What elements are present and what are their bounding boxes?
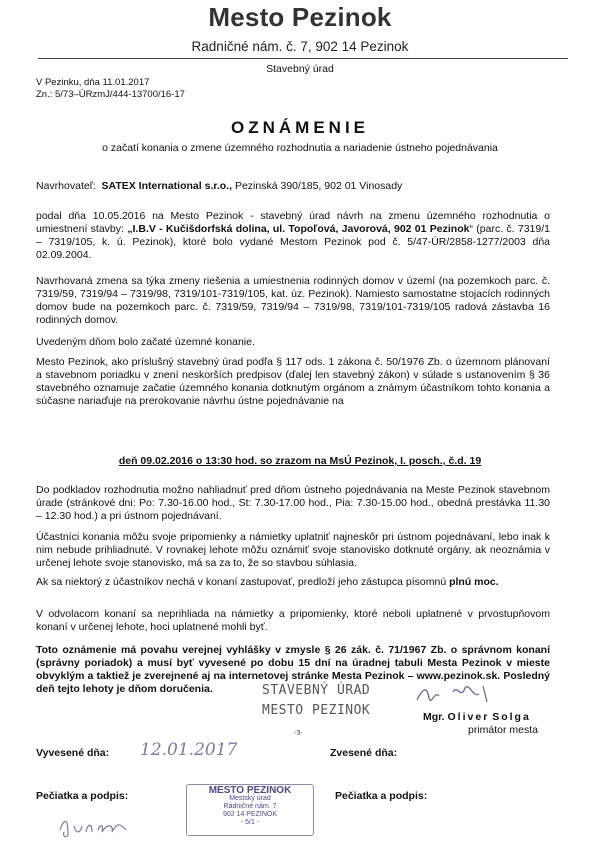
paragraph-public-notice: Toto oznámenie má povahu verejnej vyhlášky v zmysle § 26 zák. č. 71/1967 Zb. o správnom konaní (správny poriadok) a musí byť vyvesené po dobu 15 dní na úradnej tabuli Mesta Pezinok v mieste obvyklým a taktiež je zverejnené aj na internetovej stránke Mesta Pezinok – www.pezinok.sk. Posledný deň tejto lehoty je dňom doručenia. [36,644,550,695]
applicant-label: Navrhovateľ: [36,180,96,192]
signatory-prefix: Mgr. [423,711,445,723]
seal-line-4: - 5/1 - [240,819,260,826]
removed-label: Zvesené dňa: [330,747,398,759]
paragraph-documents: Do podkladov rozhodnutia možno nahliadnuť pred dňom ústneho pojednávania na Meste Pezinok stavebnom úrade (stránkové dni: Po: 7.30-16.00 hod., St: 7.30-17.00 hod., Pia: 7.30-15.00 hod., obedná prestávka 11.30 – 12.30 hod.) a pri ústnom pojednávaní. [36,484,550,522]
paragraph-appeal: V odvolacom konaní sa neprihliada na námietky a pripomienky, ktoré neboli uplatnené v prvostupňovom konaní v určenej lehote, hoci uplatnené mohli byť. [36,608,550,633]
header-office: Stavebný úrad [266,63,334,75]
applicant-address: Pezinská 390/185, 902 01 Vinosady [234,180,403,192]
request-text-end: “ (parc. č. 7319/1 – 7319/105, k. ú. Pezinok), ktoré bolo vydané Mestom Pezinok pod č. 5/47-ÚR/2858-1277/2003 dňa 02.09.2004. [36,223,550,261]
objections-text-2: V rovnakej lehote môžu oznámiť svoje stanovisko dotknuté orgány, ak neoznámia v určenej lehote svoje stanovisko, má sa za to, že so stavbou súhlasia. [36,544,550,569]
notice-subtitle: o začatí konania o zmene územného rozhodnutia a nariadenie ústneho pojednávania [102,142,498,154]
footer-signature-scribble [56,812,146,840]
office-stamp-line2: MESTO PEZINOK [262,703,371,718]
representation-text: Ak sa niektorý z účastníkov nechá v konaní zastupovať, predloží jeho zástupca písomnú [36,576,450,588]
applicant-name: SATEX International s.r.o., [101,180,233,192]
place-date: V Pezinku, dňa 11.01.2017 [36,77,150,88]
signature-scribble [413,678,503,708]
seal-signature-label-right: Pečiatka a podpis: [335,790,428,802]
project-location: ul. Topoľová, Javorová, 902 01 Pezinok [269,223,470,235]
seal-line-2: Radničné nám. 7 [223,803,277,810]
header-divider [38,58,568,59]
header-address: Radničné nám. č. 7, 902 14 Pezinok [191,39,409,54]
seal-title: MESTO PEZINOK [208,785,292,796]
paragraph-change: Navrhovaná zmena sa týka zmeny riešenia a umiestnenia rodinných domov v území (na pozemkoch parc. č. 7319/59, 7319/94 – 7319/98, 7319/101-7319/105, kat. úz. Pezinok). Namiesto samostatne stojacích rodinných domov bude na pozemkoch parc. č. 7319/59, 7319/94 – 7319/98, 7319/101-7319/105 radová zástavba 16 rodinných domov. [36,275,550,326]
paragraph-authority: Mesto Pezinok, ako príslušný stavebný úrad podľa § 117 ods. 1 zákona č. 50/1976 Zb. o územnom plánovaní a stavebnom poriadku v znení neskorších predpisov (ďalej len stavebný zákon) v súlade s ustanovením § 36 stavebného oznamuje začatie územného konania dotknutým orgánom a známym účastníkom tohto konania a súčasne nariaďuje na prerokovanie návrhu ústne pojednávanie na [36,356,550,407]
office-stamp-line1: STAVEBNÝ ÚRAD [262,683,371,698]
posted-label: Vyvesené dňa: [36,747,110,759]
header-title: Mesto Pezinok [208,2,392,32]
applicant-line [36,180,402,192]
paragraph-request [36,210,550,262]
objections-text: Účastníci konania môžu svoje pripomienky a námietky uplatniť najneskôr pri ústnom pojednávaní, lebo inak k nim nebude prihliadnuté. [36,531,550,556]
power-of-attorney: plnú moc. [449,576,499,588]
paragraph-started: Uvedeným dňom bolo začaté územné konanie. [36,336,255,348]
paragraph-objections [36,531,550,570]
seal-line-3: 902 14 PEZINOK [222,811,278,818]
page-number: -3- [294,730,303,737]
hearing-date-text: deň 09.02.2016 o 13:30 hod. so zrazom na MsÚ Pezinok, I. posch., č.d. 19 [118,455,482,467]
hearing-date [0,455,600,467]
project-name: „I.B.V - Kučišdorfská dolina, [127,223,270,235]
signatory-last-name: Solga [492,711,531,723]
signatory-name [423,711,531,723]
notice-title: OZNÁMENIE [231,118,369,137]
reference-number: Zn.: 5/73–ÚRzmJ/444-13700/16-17 [36,89,185,100]
signatory-role: primátor mesta [468,724,539,736]
paragraph-representation [36,576,550,589]
seal-line-1: Mestský úrad [229,795,271,802]
signatory-first-name: Oliver [447,711,490,723]
city-seal-stamp [186,784,314,836]
request-text: podal dňa 10.05.2016 na Mesto Pezinok - stavebný úrad návrh na zmenu územného rozhodnutia o umiestnení stavby: [36,210,550,235]
posted-date-handwritten: 12.01.2017 [140,740,238,760]
seal-signature-label-left: Pečiatka a podpis: [36,790,129,802]
